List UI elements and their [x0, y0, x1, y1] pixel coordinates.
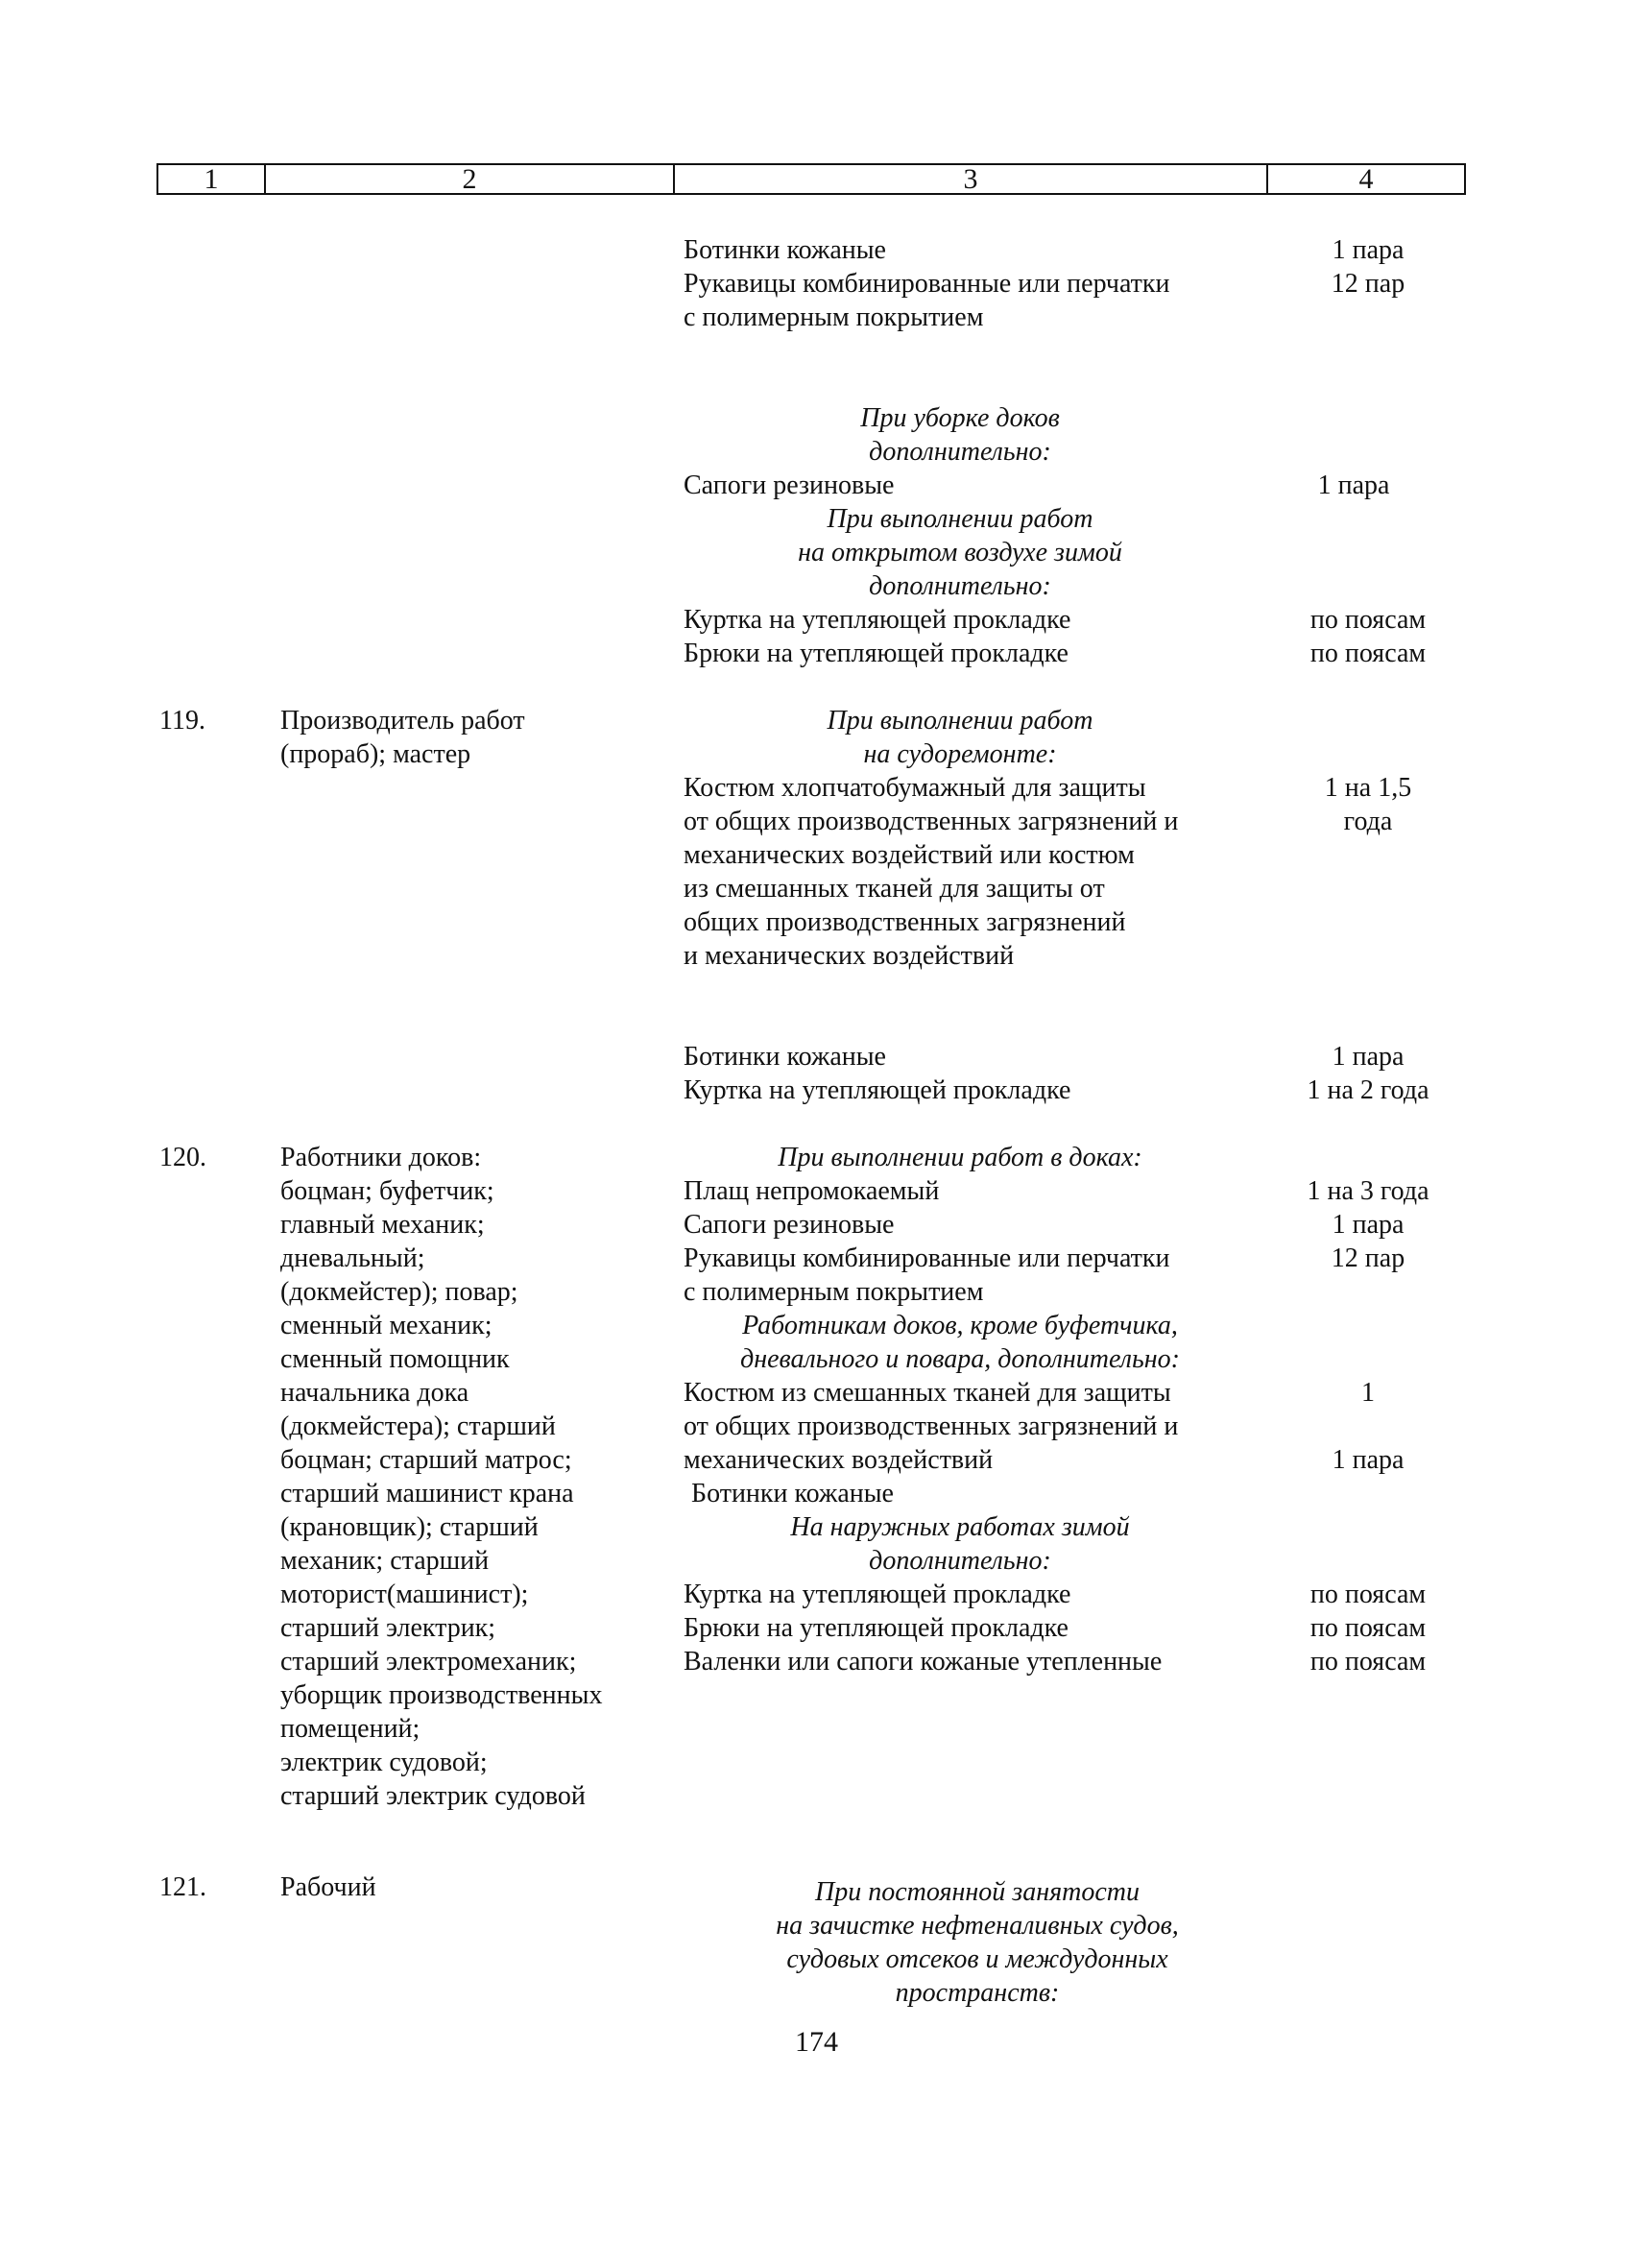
profession-name: Производитель работ — [280, 706, 525, 736]
header-cell-4 — [1266, 163, 1466, 195]
header-label-3: 3 — [963, 163, 978, 195]
condition-heading: дополнительно: — [869, 571, 1051, 601]
item-quantity: 1 пара — [1317, 470, 1390, 500]
item-line: Костюм из смешанных тканей для защиты — [684, 1378, 1171, 1408]
condition-heading: дополнительно: — [869, 1546, 1051, 1576]
item-line: с полимерным покрытием — [684, 302, 984, 332]
condition-heading: При выполнении работ — [827, 504, 1093, 534]
item-quantity: по поясам — [1309, 1647, 1427, 1677]
item-quantity: 12 пар — [1331, 269, 1405, 299]
item-line: с полимерным покрытием — [684, 1277, 984, 1307]
profession-name: главный механик; — [280, 1210, 485, 1240]
item-line: Брюки на утепляющей прокладке — [684, 1613, 1069, 1643]
row-number-120: 120. — [159, 1143, 206, 1172]
profession-name: старший машинист крана — [280, 1479, 574, 1508]
item-line: Сапоги резиновые — [684, 1210, 895, 1240]
item-line: Костюм хлопчатобумажный для защиты — [684, 773, 1146, 803]
profession-name: электрик судовой; — [280, 1748, 488, 1777]
item-quantity: по поясам — [1309, 605, 1427, 635]
item-quantity: года — [1343, 807, 1393, 836]
profession-name: (прораб); мастер — [280, 739, 471, 769]
condition-heading: При выполнении работ — [827, 706, 1093, 736]
profession-name: начальника дока — [280, 1378, 469, 1408]
item-line: Валенки или сапоги кожаные утепленные — [684, 1647, 1163, 1677]
profession-name: боцман; старший матрос; — [280, 1445, 572, 1475]
condition-heading: На наружных работах зимой — [790, 1512, 1130, 1542]
item-line: механических воздействий — [684, 1445, 994, 1475]
item-line: Ботинки кожаные — [684, 235, 886, 265]
profession-name: уборщик производственных — [280, 1680, 603, 1710]
item-quantity: 1 на 1,5 — [1324, 773, 1412, 803]
profession-name: помещений; — [280, 1714, 420, 1744]
header-cell-1 — [156, 163, 266, 195]
header-label-4: 4 — [1358, 163, 1374, 195]
profession-name: дневальный; — [280, 1243, 425, 1273]
profession-name: (докмейстер); повар; — [280, 1277, 518, 1307]
item-quantity: 1 пара — [1332, 235, 1405, 265]
item-quantity: 1 — [1361, 1378, 1375, 1408]
row-number-119: 119. — [159, 706, 205, 736]
item-line: Рукавицы комбинированные или перчатки — [684, 1243, 1170, 1273]
item-line: Куртка на утепляющей прокладке — [684, 605, 1071, 635]
item-line: Брюки на утепляющей прокладке — [684, 639, 1069, 668]
condition-heading: При постоянной занятости — [815, 1877, 1140, 1907]
condition-heading: пространств: — [895, 1978, 1060, 2008]
profession-name: сменный механик; — [280, 1311, 492, 1340]
header-cell-3 — [673, 163, 1268, 195]
profession-name: Работники доков: — [280, 1143, 482, 1172]
profession-name: старший электрик судовой — [280, 1781, 586, 1811]
profession-name: (докмейстера); старший — [280, 1411, 556, 1441]
item-quantity: 1 пара — [1332, 1042, 1405, 1072]
condition-heading: судовых отсеков и междудонных — [786, 1944, 1168, 1974]
page-number: 174 — [795, 2026, 838, 2058]
condition-heading: на зачистке нефтеналивных судов, — [776, 1911, 1179, 1941]
condition-heading: При выполнении работ в доках: — [778, 1143, 1142, 1172]
item-line: из смешанных тканей для защиты от — [684, 874, 1105, 904]
item-quantity: по поясам — [1309, 1580, 1427, 1609]
item-line: Куртка на утепляющей прокладке — [684, 1075, 1071, 1105]
header-label-2: 2 — [462, 163, 477, 195]
item-quantity: 1 на 2 года — [1307, 1075, 1429, 1105]
condition-heading: на открытом воздухе зимой — [798, 538, 1122, 567]
item-line: общих производственных загрязнений — [684, 907, 1126, 937]
header-label-1: 1 — [204, 163, 219, 195]
row-number-121: 121. — [159, 1872, 206, 1902]
profession-name: моторист(машинист); — [280, 1580, 529, 1609]
item-quantity: по поясам — [1309, 639, 1427, 668]
item-line: механических воздействий или костюм — [684, 840, 1135, 870]
item-quantity: 12 пар — [1331, 1243, 1405, 1273]
item-line: и механических воздействий — [684, 941, 1015, 971]
header-cell-2 — [264, 163, 675, 195]
item-quantity: по поясам — [1309, 1613, 1427, 1643]
profession-name: Рабочий — [280, 1872, 376, 1902]
profession-name: (крановщик); старший — [280, 1512, 539, 1542]
profession-name: механик; старший — [280, 1546, 490, 1576]
item-quantity: 1 на 3 года — [1307, 1176, 1429, 1206]
item-line: Ботинки кожаные — [691, 1479, 894, 1508]
item-line: Ботинки кожаные — [684, 1042, 886, 1072]
item-quantity: 1 пара — [1332, 1210, 1405, 1240]
item-quantity: 1 пара — [1332, 1445, 1405, 1475]
item-line: Куртка на утепляющей прокладке — [684, 1580, 1071, 1609]
condition-heading: дневального и повара, дополнительно: — [740, 1344, 1180, 1374]
condition-heading: Работникам доков, кроме буфетчика, — [742, 1311, 1178, 1340]
item-line: Плащ непромокаемый — [684, 1176, 940, 1206]
profession-name: боцман; буфетчик; — [280, 1176, 494, 1206]
condition-heading: на судоремонте: — [863, 739, 1057, 769]
profession-name: старший электрик; — [280, 1613, 496, 1643]
condition-heading: При уборке доков — [860, 403, 1060, 433]
item-line: от общих производственных загрязнений и — [684, 1411, 1179, 1441]
item-line: Сапоги резиновые — [684, 470, 895, 500]
profession-name: старший электромеханик; — [280, 1647, 577, 1677]
condition-heading: дополнительно: — [869, 437, 1051, 467]
item-line: от общих производственных загрязнений и — [684, 807, 1179, 836]
profession-name: сменный помощник — [280, 1344, 510, 1374]
item-line: Рукавицы комбинированные или перчатки — [684, 269, 1170, 299]
